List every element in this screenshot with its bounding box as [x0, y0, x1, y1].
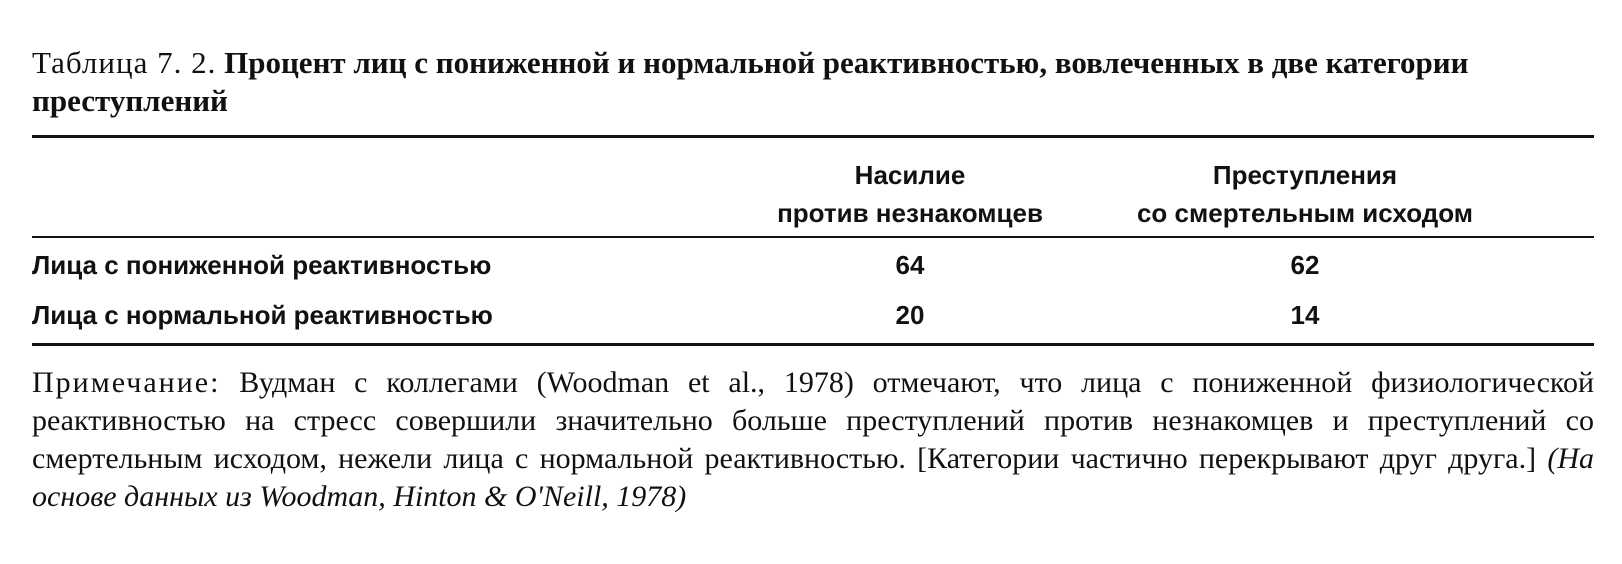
column-header-1: [740, 156, 1080, 232]
column-header-1-line1: Насилие: [854, 160, 966, 190]
note-label: Примечание:: [32, 366, 221, 399]
row-1-label: Лица с пониженной реактивностью: [32, 250, 492, 280]
bottom-rule: [32, 343, 1594, 346]
table-caption: [32, 44, 1592, 120]
row-2-label: Лица с нормальной реактивностью: [32, 300, 493, 330]
column-header-2-line1: Преступления: [1212, 160, 1398, 190]
column-header-2-line2: со смертельным исходом: [1136, 198, 1474, 228]
row-2-value-1: 20: [895, 300, 925, 330]
table-label: Таблица 7. 2.: [32, 45, 217, 80]
column-header-2: [1090, 156, 1520, 232]
top-rule: [32, 135, 1594, 138]
table-note: [32, 364, 1594, 516]
row-1-value-1: 64: [895, 250, 925, 280]
column-header-1-line2: против незнакомцев: [777, 198, 1043, 228]
note-text: Вудман с коллегами (Woodman et al., 1978) отмечают, что лица с пониженной физиологической реактивностью на стресс совершили значительно больше преступлений против незнакомцев и преступлений со смертельным исходом, нежели лица с нормальной реактивностью. [Категории частично перекрывают друг друга.]: [32, 366, 1595, 475]
note-source: (На основе данных из Woodman, Hinton & O'Neill, 1978): [32, 442, 1595, 513]
row-1-value-2: 62: [1290, 250, 1320, 280]
header-rule: [32, 236, 1594, 238]
table-title: Процент лиц с пониженной и нормальной реактивностью, вовлеченных в две категории преступлений: [32, 45, 1469, 118]
row-2-value-2: 14: [1290, 300, 1320, 330]
